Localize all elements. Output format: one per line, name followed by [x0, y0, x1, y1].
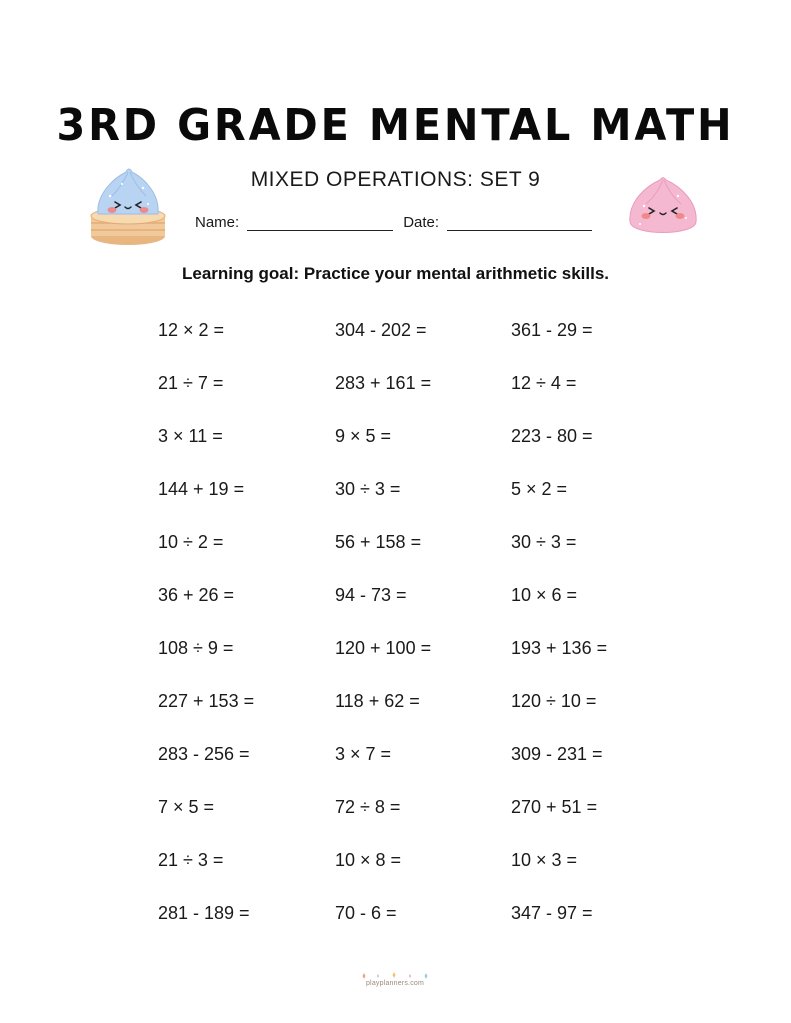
footer-logo [340, 972, 450, 996]
problem: 21 ÷ 7 = [158, 373, 224, 393]
problem: 108 ÷ 9 = [158, 638, 234, 658]
problem: 5 × 2 = [511, 479, 568, 499]
problem: 30 ÷ 3 = [335, 479, 401, 499]
problem: 3 × 11 = [158, 426, 223, 446]
problem: 72 ÷ 8 = [335, 797, 401, 817]
problem: 7 × 5 = [158, 797, 215, 817]
problem: 10 × 6 = [511, 585, 578, 605]
problem: 361 - 29 = [511, 320, 593, 340]
problem: 193 + 136 = [511, 638, 608, 658]
problem: 281 - 189 = [158, 903, 250, 923]
problem: 347 - 97 = [511, 903, 593, 923]
problem: 118 + 62 = [335, 691, 420, 711]
problem: 309 - 231 = [511, 744, 603, 764]
learning-goal: Learning goal: Practice your mental arithmetic skills. [181, 264, 610, 283]
problem: 283 - 256 = [158, 744, 250, 764]
problem: 3 × 7 = [335, 744, 392, 764]
problem: 270 + 51 = [511, 797, 598, 817]
problem: 223 - 80 = [511, 426, 593, 446]
name-date-row [195, 214, 592, 231]
problem: 283 + 161 = [335, 373, 432, 393]
problem: 304 - 202 = [335, 320, 427, 340]
page-title: 3RD GRADE MENTAL MATH [56, 100, 735, 151]
name-blank-line[interactable] [247, 214, 393, 231]
problem: 9 × 5 = [335, 426, 392, 446]
problem: 120 ÷ 10 = [511, 691, 597, 711]
problem: 120 + 100 = [335, 638, 432, 658]
footer-logo-text: playplanners.com [365, 980, 425, 987]
sparkle-icon [358, 972, 432, 982]
problem: 10 ÷ 2 = [158, 532, 224, 552]
problem: 10 × 8 = [335, 850, 402, 870]
problem: 36 + 26 = [158, 585, 235, 605]
problem: 70 - 6 = [335, 903, 397, 923]
name-label: Name: [195, 214, 240, 231]
date-label: Date: [403, 214, 440, 231]
problem: 227 + 153 = [158, 691, 255, 711]
problem: 21 ÷ 3 = [158, 850, 224, 870]
worksheet-subtitle: MIXED OPERATIONS: SET 9 [250, 168, 541, 191]
problem: 10 × 3 = [511, 850, 578, 870]
date-blank-line[interactable] [447, 214, 592, 231]
problem: 12 × 2 = [158, 320, 225, 340]
problem: 144 + 19 = [158, 479, 245, 499]
problem: 30 ÷ 3 = [511, 532, 577, 552]
problem: 56 + 158 = [335, 532, 422, 552]
problem: 12 ÷ 4 = [511, 373, 577, 393]
problem: 94 - 73 = [335, 585, 407, 605]
problem-grid [158, 316, 718, 952]
